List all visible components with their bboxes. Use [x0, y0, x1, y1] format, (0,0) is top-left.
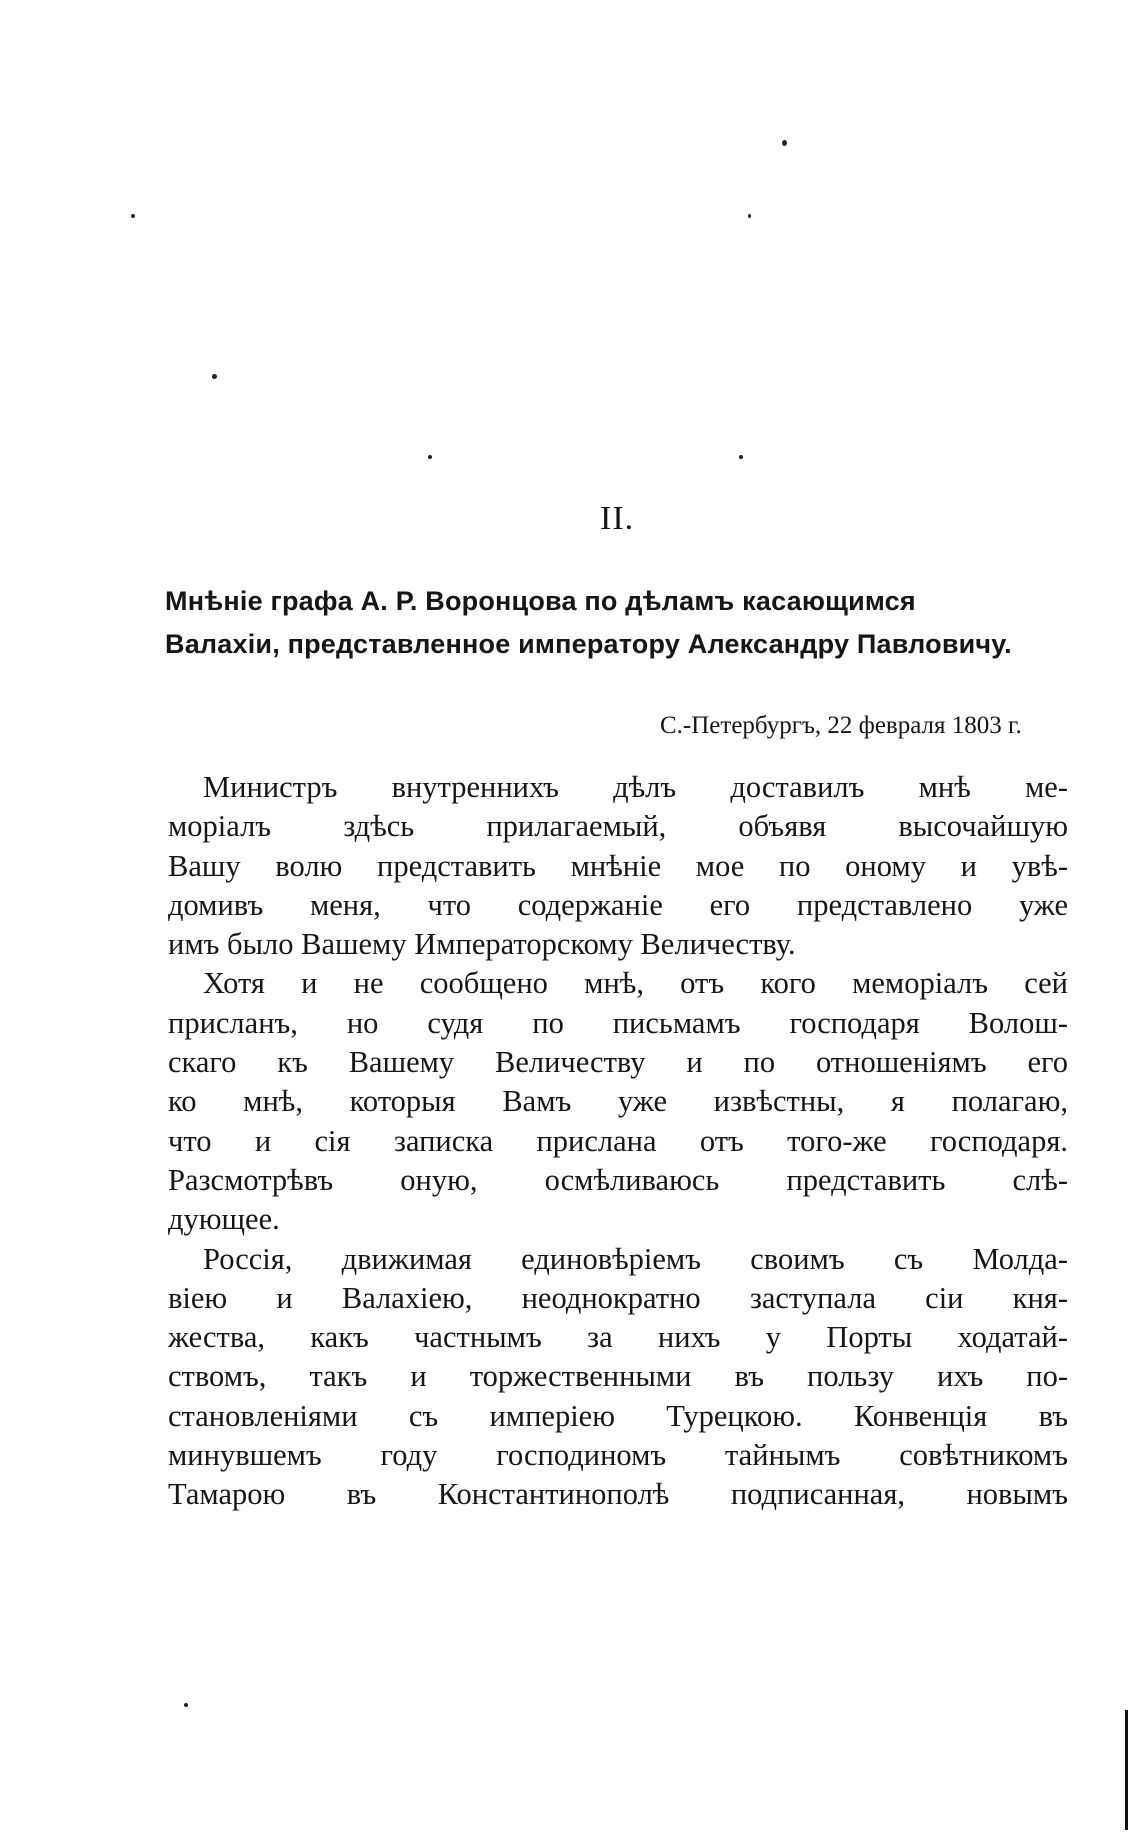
scan-speck	[212, 374, 217, 379]
scan-speck	[748, 214, 751, 218]
text-line: имъ было Вашему Императорскому Величеству.	[168, 927, 796, 962]
text-line: становленіями съ имперіею Турецкою. Конвенція въ	[168, 1398, 1068, 1433]
section-number: II.	[600, 500, 635, 537]
scan-speck	[184, 1703, 188, 1707]
dateline: С.-Петербургъ, 22 февраля 1803 г.	[660, 712, 1022, 739]
scan-speck	[131, 214, 135, 218]
text-line: ствомъ, такъ и торжественными въ пользу ихъ по-	[168, 1359, 1068, 1394]
text-line: скаго къ Вашему Величеству и по отношеніямъ его	[168, 1045, 1068, 1080]
text-line: Вашу волю представить мнѣніе мое по оному и увѣ-	[168, 848, 1068, 883]
page-edge-rule	[1125, 1710, 1128, 1830]
text-line: ко мнѣ, которыя Вамъ уже извѣстны, я полагаю,	[168, 1084, 1068, 1119]
scan-speck	[428, 455, 432, 459]
text-line: Разсмотрѣвъ оную, осмѣливаюсь представить слѣ-	[168, 1162, 1068, 1197]
text-line: присланъ, но судя по письмамъ господаря Волош-	[168, 1005, 1068, 1040]
text-line: Министръ внутреннихъ дѣлъ доставилъ мнѣ ме-	[203, 770, 1068, 804]
document-heading	[165, 580, 1065, 666]
body-text	[168, 768, 1068, 1515]
text-line: домивъ меня, что содержаніе его представлено уже	[168, 887, 1068, 922]
text-line: что и сія записка прислана отъ того-же господаря.	[168, 1123, 1068, 1158]
text-line: минувшемъ году господиномъ тайнымъ совѣтникомъ	[168, 1438, 1068, 1473]
text-line: Хотя и не сообщено мнѣ, отъ кого меморіалъ сей	[203, 966, 1068, 1001]
scan-speck	[782, 140, 787, 146]
text-line: Тамарою въ Константинополѣ подписанная, новымъ	[168, 1477, 1068, 1512]
heading-line: Мнѣніе графа А. Р. Воронцова по дѣламъ касающимся	[165, 586, 916, 616]
scan-speck	[739, 455, 743, 459]
text-line: віею и Валахіею, неоднократно заступала сіи кня-	[168, 1280, 1068, 1315]
text-line: моріалъ здѣсь прилагаемый, объявя высочайшую	[168, 809, 1068, 844]
heading-line: Валахіи, представленное императору Александру Павловичу.	[165, 629, 1012, 659]
text-line: жества, какъ частнымъ за нихъ у Порты ходатай-	[168, 1320, 1068, 1355]
text-line: дующее.	[168, 1202, 280, 1237]
text-line: Россія, движимая единовѣріемъ своимъ съ Молда-	[203, 1241, 1068, 1276]
